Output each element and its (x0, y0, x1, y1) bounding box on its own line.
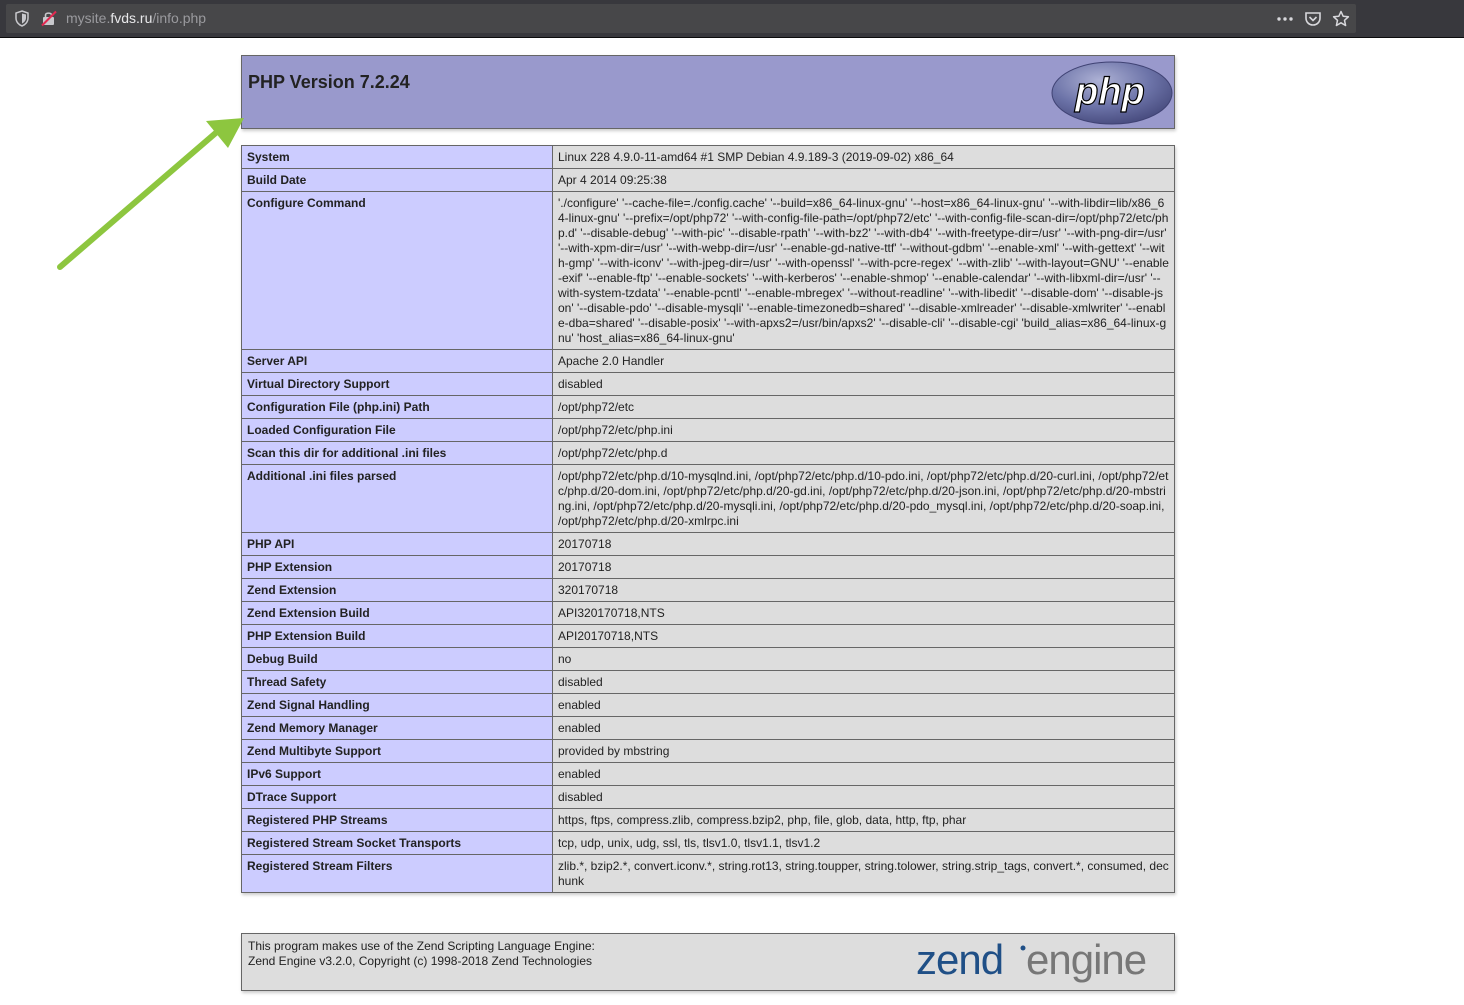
row-key: Configuration File (php.ini) Path (242, 396, 553, 419)
table-row (242, 146, 1175, 169)
table-row (242, 809, 1175, 832)
row-key: Zend Signal Handling (242, 694, 553, 717)
url-path: /info.php (152, 10, 207, 26)
table-row (242, 671, 1175, 694)
table-row (242, 169, 1175, 192)
table-row (242, 533, 1175, 556)
registered-mark-icon (1021, 946, 1026, 951)
browser-toolbar (0, 0, 1464, 38)
row-key: PHP Extension (242, 556, 553, 579)
row-value: provided by mbstring (553, 740, 1175, 763)
insecure-lock-icon[interactable] (40, 10, 58, 27)
php-version-header (241, 55, 1175, 129)
row-value: /opt/php72/etc/php.ini (553, 419, 1175, 442)
row-key: Registered Stream Filters (242, 855, 553, 893)
row-value: API320170718,NTS (553, 602, 1175, 625)
row-key: System (242, 146, 553, 169)
table-row (242, 373, 1175, 396)
row-value: API20170718,NTS (553, 625, 1175, 648)
row-key: Zend Extension Build (242, 602, 553, 625)
more-actions-icon[interactable] (1276, 10, 1294, 28)
row-value: enabled (553, 717, 1175, 740)
shield-icon[interactable] (14, 10, 30, 27)
row-key: Virtual Directory Support (242, 373, 553, 396)
row-value: enabled (553, 694, 1175, 717)
phpinfo-table-body (242, 146, 1175, 893)
row-key: Zend Extension (242, 579, 553, 602)
row-key: Registered PHP Streams (242, 809, 553, 832)
row-key: Loaded Configuration File (242, 419, 553, 442)
table-row (242, 694, 1175, 717)
row-value: zlib.*, bzip2.*, convert.iconv.*, string.rot13, string.toupper, string.tolower, string.strip_tags, convert.*, consumed, dechunk (553, 855, 1175, 893)
row-key: IPv6 Support (242, 763, 553, 786)
table-row (242, 648, 1175, 671)
phpinfo-table (241, 145, 1175, 893)
zend-logo-word: zend (916, 938, 1004, 983)
row-value: /opt/php72/etc/php.d/10-mysqlnd.ini, /opt/php72/etc/php.d/10-pdo.ini, /opt/php72/etc/php.d/20-curl.ini, /opt/php72/etc/php.d/20-dom.ini, /opt/php72/etc/php.d/20-gd.ini, /opt/php72/etc/php.d/20-json.ini, /opt/php72/etc/php.d/20-mbstring.ini, /opt/php72/etc/php.d/20-mysqli.ini, /opt/php72/etc/php.d/20-pdo_mysql.ini, /opt/php72/etc/php.d/20-soap.ini, /opt/php72/etc/php.d/20-xmlrpc.ini (553, 465, 1175, 533)
zend-credits-line1: This program makes use of the Zend Scripting Language Engine: (248, 939, 595, 953)
row-key: Additional .ini files parsed (242, 465, 553, 533)
php-logo-text: php (1075, 71, 1145, 113)
row-key: Registered Stream Socket Transports (242, 832, 553, 855)
table-row (242, 350, 1175, 373)
row-value: 20170718 (553, 533, 1175, 556)
address-bar[interactable] (6, 4, 1356, 33)
row-key: Thread Safety (242, 671, 553, 694)
row-value: Apr 4 2014 09:25:38 (553, 169, 1175, 192)
zend-credits (248, 939, 595, 969)
row-value: /opt/php72/etc (553, 396, 1175, 419)
table-row (242, 786, 1175, 809)
row-value: Linux 228 4.9.0-11-amd64 #1 SMP Debian 4.9.189-3 (2019-09-02) x86_64 (553, 146, 1175, 169)
zend-credits-line2: Zend Engine v3.2.0, Copyright (c) 1998-2018 Zend Technologies (248, 954, 592, 968)
url-text[interactable] (66, 10, 206, 26)
table-row (242, 832, 1175, 855)
row-key: Server API (242, 350, 553, 373)
table-row (242, 740, 1175, 763)
row-key: Build Date (242, 169, 553, 192)
row-key: Configure Command (242, 192, 553, 350)
url-actions (1276, 8, 1350, 30)
row-key: Scan this dir for additional .ini files (242, 442, 553, 465)
row-value: 320170718 (553, 579, 1175, 602)
zend-engine-logo (916, 938, 1170, 986)
bookmark-star-icon[interactable] (1332, 10, 1350, 28)
url-prefix: mysite. (66, 10, 111, 26)
table-row (242, 419, 1175, 442)
row-value: no (553, 648, 1175, 671)
table-row (242, 855, 1175, 893)
row-key: DTrace Support (242, 786, 553, 809)
zend-engine-box (241, 933, 1175, 991)
table-row (242, 717, 1175, 740)
table-row (242, 625, 1175, 648)
row-key: Zend Multibyte Support (242, 740, 553, 763)
row-key: Zend Memory Manager (242, 717, 553, 740)
row-value: https, ftps, compress.zlib, compress.bzip2, php, file, glob, data, http, ftp, phar (553, 809, 1175, 832)
row-key: PHP Extension Build (242, 625, 553, 648)
row-value: /opt/php72/etc/php.d (553, 442, 1175, 465)
row-key: PHP API (242, 533, 553, 556)
row-value: 20170718 (553, 556, 1175, 579)
row-value: disabled (553, 786, 1175, 809)
row-value: Apache 2.0 Handler (553, 350, 1175, 373)
row-value: tcp, udp, unix, udg, ssl, tls, tlsv1.0, tlsv1.1, tlsv1.2 (553, 832, 1175, 855)
php-logo (1050, 60, 1174, 126)
row-value: enabled (553, 763, 1175, 786)
table-row (242, 763, 1175, 786)
table-row (242, 602, 1175, 625)
url-domain: fvds.ru (110, 10, 153, 26)
row-value: disabled (553, 671, 1175, 694)
row-key: Debug Build (242, 648, 553, 671)
engine-logo-word: engine (1026, 938, 1147, 983)
table-row (242, 396, 1175, 419)
page-title: PHP Version 7.2.24 (248, 72, 410, 92)
table-row (242, 465, 1175, 533)
table-row (242, 579, 1175, 602)
table-row (242, 192, 1175, 350)
table-row (242, 556, 1175, 579)
row-value: './configure' '--cache-file=./config.cache' '--build=x86_64-linux-gnu' '--host=x86_64-linux-gnu' '--with-libdir=lib/x86_64-linux-gnu' '--prefix=/opt/php72' '--with-config-file-path=/opt/php72/etc' '--with-config-file-scan-dir=/opt/php72/etc/php.d' '--disable-debug' '--with-pic' '--disable-rpath' '--with-bz2' '--with-db4' '--with-freetype-dir=/usr' '--with-png-dir=/usr' '--with-xpm-dir=/usr' '--with-webp-dir=/usr' '--enable-gd-native-ttf' '--without-gdbm' '--enable-xml' '--with-gettext' '--with-gmp' '--with-iconv' '--with-jpeg-dir=/usr' '--with-openssl' '--with-pcre-regex' '--with-zlib' '--with-layout=GNU' '--enable-exif' '--enable-ftp' '--enable-sockets' '--with-kerberos' '--enable-shmop' '--enable-calendar' '--with-libxml-dir=/usr' '--with-system-tzdata' '--enable-pcntl' '--enable-mbregex' '--without-readline' '--with-libedit' '--disable-dom' '--disable-json' '--disable-pdo' '--disable-mysqli' '--enable-timezonedb=shared' '--disable-xmlreader' '--disable-xmlwriter' '--enable-dba=shared' '--disable-posix' '--with-apxs2=/usr/bin/apxs2' '--disable-cli' '--disable-cgi' 'build_alias=x86_64-linux-gnu' 'host_alias=x86_64-linux-gnu' (553, 192, 1175, 350)
pocket-icon[interactable] (1304, 10, 1322, 28)
row-value: disabled (553, 373, 1175, 396)
table-row (242, 442, 1175, 465)
